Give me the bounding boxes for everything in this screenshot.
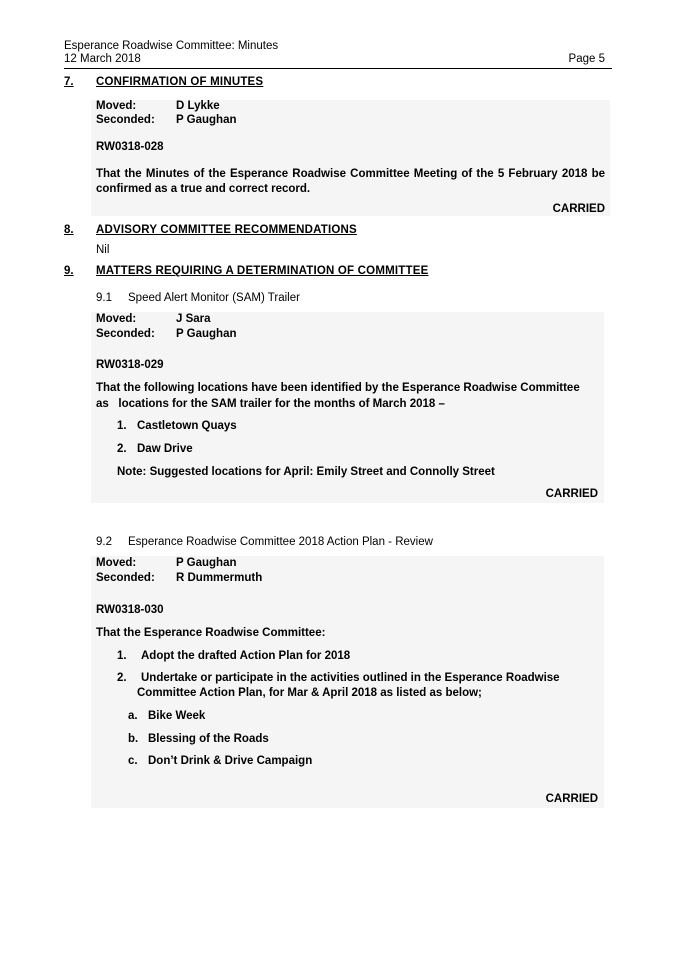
list-item-text: Adopt the drafted Action Plan for 2018 xyxy=(141,650,351,662)
list-item xyxy=(117,649,350,664)
sub-list-item xyxy=(128,732,269,747)
item-9-1-resolution-line-1: That the following locations have been identified by the Esperance Roadwise Committee xyxy=(96,382,580,394)
item-9-1-mover xyxy=(96,312,211,327)
item-9-1-number: 9.1 xyxy=(96,292,112,304)
seconded-value: R Dummermuth xyxy=(176,572,263,584)
item-9-1-seconder xyxy=(96,327,237,342)
list-item-number: 2. xyxy=(117,443,127,455)
section-7-resolution-ref: RW0318-028 xyxy=(96,141,164,153)
moved-label: Moved: xyxy=(96,557,137,569)
item-9-2-number: 9.2 xyxy=(96,536,112,548)
list-item xyxy=(117,419,237,434)
list-item-text: Castletown Quays xyxy=(137,420,237,432)
item-9-1-note: Note: Suggested locations for April: Emily Street and Connolly Street xyxy=(117,466,495,478)
moved-label: Moved: xyxy=(96,313,137,325)
list-item-text-line-2: Committee Action Plan, for Mar & April 2018 as listed as below; xyxy=(137,687,482,699)
item-9-1-resolution-line-2: as locations for the SAM trailer for the months of March 2018 – xyxy=(96,398,445,410)
sub-list-item-text: Don’t Drink & Drive Campaign xyxy=(148,755,313,767)
item-9-2-title: Esperance Roadwise Committee 2018 Action Plan - Review xyxy=(128,536,433,548)
section-9-title: MATTERS REQUIRING A DETERMINATION OF COMMITTEE xyxy=(96,265,429,277)
section-7-carried: CARRIED xyxy=(552,203,605,215)
item-9-2-resolution-intro: That the Esperance Roadwise Committee: xyxy=(96,627,326,639)
item-9-2-mover xyxy=(96,556,237,571)
section-7-title: CONFIRMATION OF MINUTES xyxy=(96,76,264,88)
item-9-2-carried: CARRIED xyxy=(545,793,598,805)
meeting-date: 12 March 2018 xyxy=(64,53,141,65)
sub-list-item-text: Bike Week xyxy=(148,710,206,722)
item-9-1-resolution-ref: RW0318-029 xyxy=(96,359,164,371)
header-rule xyxy=(64,68,612,69)
section-7-seconder xyxy=(96,113,237,128)
list-item xyxy=(117,671,598,701)
moved-value: D Lykke xyxy=(176,100,220,112)
seconded-value: P Gaughan xyxy=(176,328,237,340)
list-item-number: 1. xyxy=(117,420,127,432)
moved-value: J Sara xyxy=(176,313,211,325)
section-9-number: 9. xyxy=(64,265,74,277)
item-9-1-title: Speed Alert Monitor (SAM) Trailer xyxy=(128,292,300,304)
page-number: Page 5 xyxy=(568,53,605,65)
list-item-number: 1. xyxy=(117,650,127,662)
list-item-text-line-1: Undertake or participate in the activities outlined in the Esperance Roadwise xyxy=(141,672,560,684)
item-9-2-resolution-ref: RW0318-030 xyxy=(96,604,164,616)
sub-list-item-letter: c. xyxy=(128,755,138,767)
seconded-label: Seconded: xyxy=(96,572,155,584)
item-9-2-seconder xyxy=(96,571,262,586)
list-item-number: 2. xyxy=(117,672,127,684)
section-8-number: 8. xyxy=(64,224,74,236)
sub-list-item-letter: a. xyxy=(128,710,138,722)
moved-label: Moved: xyxy=(96,100,137,112)
seconded-label: Seconded: xyxy=(96,114,155,126)
section-7-resolution-text: That the Minutes of the Esperance Roadwise Committee Meeting of the 5 February 2018 be confirmed as a true and correct record. xyxy=(96,168,605,195)
section-7-mover xyxy=(96,99,220,114)
seconded-value: P Gaughan xyxy=(176,114,237,126)
sub-list-item xyxy=(128,709,205,724)
document-title: Esperance Roadwise Committee: Minutes xyxy=(64,40,279,52)
section-8-body: Nil xyxy=(96,244,110,256)
moved-value: P Gaughan xyxy=(176,557,237,569)
item-9-1-carried: CARRIED xyxy=(545,488,598,500)
list-item-text: Daw Drive xyxy=(137,443,193,455)
sub-list-item xyxy=(128,754,312,769)
section-8-title: ADVISORY COMMITTEE RECOMMENDATIONS xyxy=(96,224,357,236)
seconded-label: Seconded: xyxy=(96,328,155,340)
sub-list-item-text: Blessing of the Roads xyxy=(148,733,269,745)
page-header xyxy=(64,40,605,66)
sub-list-item-letter: b. xyxy=(128,733,139,745)
section-7-number: 7. xyxy=(64,76,74,88)
list-item xyxy=(117,442,193,457)
